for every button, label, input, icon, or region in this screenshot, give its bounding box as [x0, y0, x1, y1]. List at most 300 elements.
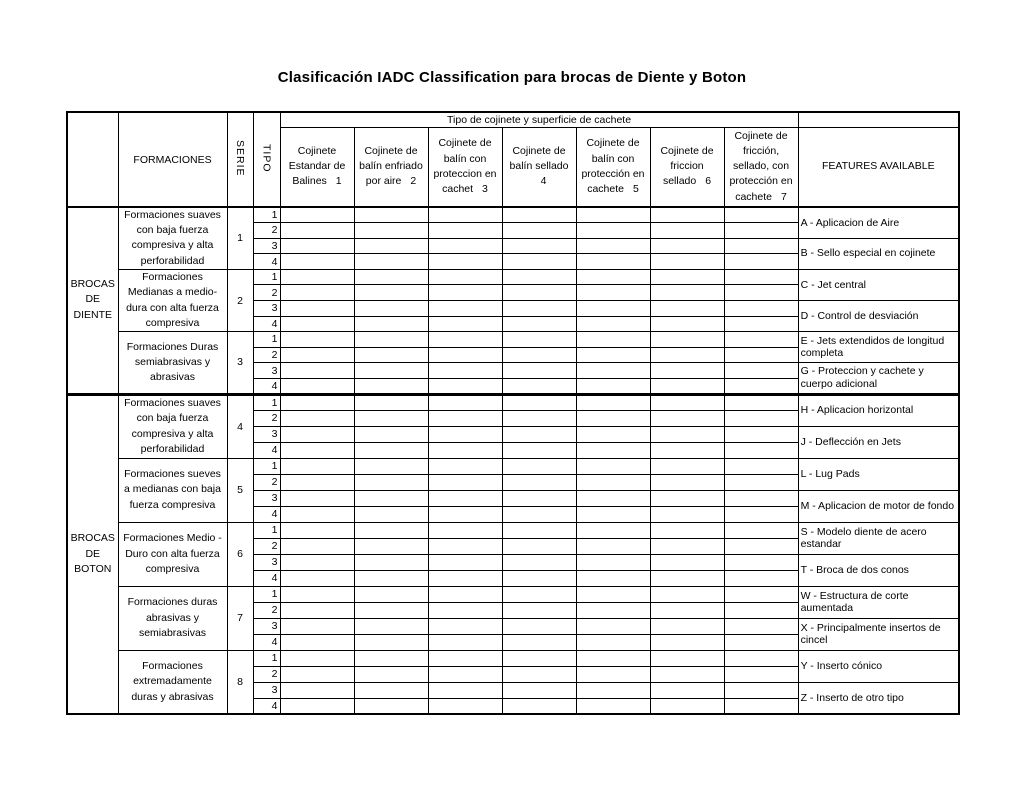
bearing-band-header: Tipo de cojinete y superficie de cachete	[280, 112, 798, 127]
grid-cell	[576, 474, 650, 490]
grid-cell	[724, 207, 798, 223]
formation-cell: Formaciones suaves con baja fuerza compresiva y alta perforabilidad	[118, 207, 227, 269]
grid-cell	[428, 458, 502, 474]
grid-cell	[502, 363, 576, 379]
grid-cell	[428, 522, 502, 538]
grid-cell	[650, 426, 724, 442]
grid-cell	[428, 301, 502, 317]
bearing-col-num-3: 3	[482, 182, 488, 195]
grid-cell	[576, 269, 650, 285]
grid-cell	[650, 442, 724, 458]
grid-cell	[502, 538, 576, 554]
grid-cell	[502, 490, 576, 506]
grid-cell	[280, 269, 354, 285]
corner-cell	[67, 112, 118, 207]
grid-cell	[502, 332, 576, 348]
bearing-col-label-5: Cojinete de balín con protección en cachete	[581, 137, 645, 195]
bearing-col-num-4: 4	[540, 175, 547, 188]
grid-cell	[502, 394, 576, 410]
serie-cell: 6	[227, 522, 253, 586]
grid-cell	[650, 363, 724, 379]
serie-column-header-label: SERIE	[234, 139, 246, 177]
feature-cell: B - Sello especial en cojinete	[798, 238, 959, 269]
tipo-cell: 3	[253, 618, 280, 634]
grid-cell	[280, 458, 354, 474]
formaciones-column-header: FORMACIONES	[118, 112, 227, 207]
grid-cell	[502, 378, 576, 394]
feature-cell: M - Aplicacion de motor de fondo	[798, 490, 959, 522]
grid-cell	[724, 666, 798, 682]
grid-cell	[280, 554, 354, 570]
grid-cell	[576, 666, 650, 682]
tipo-cell: 3	[253, 426, 280, 442]
grid-cell	[650, 602, 724, 618]
grid-cell	[280, 332, 354, 348]
grid-cell	[650, 285, 724, 301]
grid-cell	[576, 316, 650, 332]
grid-cell	[428, 410, 502, 426]
bearing-col-header-5	[576, 127, 650, 207]
grid-cell	[354, 634, 428, 650]
grid-cell	[650, 618, 724, 634]
grid-cell	[576, 618, 650, 634]
grid-cell	[354, 554, 428, 570]
feature-cell: Y - Inserto cónico	[798, 650, 959, 682]
bearing-col-header-7	[724, 127, 798, 207]
tipo-cell: 3	[253, 682, 280, 698]
grid-cell	[650, 522, 724, 538]
tipo-cell: 3	[253, 363, 280, 379]
tipo-cell: 1	[253, 394, 280, 410]
grid-cell	[502, 442, 576, 458]
grid-cell	[428, 254, 502, 270]
grid-cell	[576, 301, 650, 317]
formation-cell: Formaciones extremadamente duras y abrasivas	[118, 650, 227, 714]
bearing-col-num-7: 7	[781, 190, 787, 203]
formation-cell: Formaciones suaves con baja fuerza compresiva y alta perforabilidad	[118, 394, 227, 458]
serie-cell: 1	[227, 207, 253, 269]
grid-cell	[724, 347, 798, 363]
grid-cell	[428, 426, 502, 442]
grid-cell	[724, 554, 798, 570]
bearing-col-header-3	[428, 127, 502, 207]
bearing-col-num-5: 5	[632, 182, 639, 195]
grid-cell	[576, 442, 650, 458]
grid-cell	[724, 238, 798, 254]
grid-cell	[502, 269, 576, 285]
tipo-cell: 2	[253, 474, 280, 490]
grid-cell	[502, 316, 576, 332]
feature-cell: Z - Inserto de otro tipo	[798, 682, 959, 714]
feature-cell: W - Estructura de corte aumentada	[798, 586, 959, 618]
grid-cell	[724, 602, 798, 618]
grid-cell	[354, 254, 428, 270]
grid-cell	[280, 223, 354, 239]
grid-cell	[576, 650, 650, 666]
grid-cell	[354, 666, 428, 682]
tipo-cell: 4	[253, 506, 280, 522]
grid-cell	[576, 522, 650, 538]
tipo-cell: 1	[253, 458, 280, 474]
bearing-col-header-6	[650, 127, 724, 207]
grid-cell	[576, 347, 650, 363]
grid-cell	[502, 682, 576, 698]
grid-cell	[576, 538, 650, 554]
grid-cell	[280, 538, 354, 554]
iadc-classification-table	[66, 111, 960, 715]
grid-cell	[280, 682, 354, 698]
grid-cell	[502, 458, 576, 474]
grid-cell	[354, 269, 428, 285]
grid-cell	[428, 506, 502, 522]
formation-cell: Formaciones duras abrasivas y semiabrasivas	[118, 586, 227, 650]
grid-cell	[502, 698, 576, 714]
grid-row	[67, 207, 959, 223]
grid-cell	[280, 666, 354, 682]
grid-cell	[280, 586, 354, 602]
grid-cell	[280, 490, 354, 506]
grid-cell	[724, 570, 798, 586]
grid-cell	[650, 301, 724, 317]
tipo-cell: 2	[253, 602, 280, 618]
grid-cell	[724, 332, 798, 348]
grid-cell	[354, 458, 428, 474]
serie-cell: 5	[227, 458, 253, 522]
feature-cell: E - Jets extendidos de longitud completa	[798, 332, 959, 363]
grid-cell	[502, 426, 576, 442]
grid-cell	[354, 602, 428, 618]
feature-cell: G - Proteccion y cachete y cuerpo adicional	[798, 363, 959, 394]
grid-cell	[280, 301, 354, 317]
grid-cell	[724, 698, 798, 714]
page-title: Clasificación IADC Classification para brocas de Diente y Boton	[277, 69, 747, 86]
grid-cell	[650, 316, 724, 332]
grid-cell	[354, 618, 428, 634]
grid-row	[67, 522, 959, 538]
grid-cell	[428, 538, 502, 554]
grid-cell	[650, 238, 724, 254]
grid-cell	[650, 207, 724, 223]
grid-cell	[576, 490, 650, 506]
grid-cell	[576, 238, 650, 254]
features-column-header: FEATURES AVAILABLE	[798, 127, 959, 207]
grid-cell	[650, 506, 724, 522]
bearing-col-num-6: 6	[705, 175, 712, 188]
tipo-cell: 1	[253, 207, 280, 223]
grid-cell	[576, 332, 650, 348]
tipo-column-header-label: TIPO	[260, 143, 273, 173]
tipo-cell: 1	[253, 586, 280, 602]
grid-cell	[428, 618, 502, 634]
grid-cell	[428, 650, 502, 666]
grid-cell	[724, 378, 798, 394]
serie-cell: 7	[227, 586, 253, 650]
tipo-column-header	[253, 112, 280, 207]
tipo-cell: 4	[253, 570, 280, 586]
grid-cell	[724, 682, 798, 698]
tipo-cell: 1	[253, 522, 280, 538]
grid-cell	[724, 618, 798, 634]
grid-cell	[428, 490, 502, 506]
feature-cell: J - Deflección en Jets	[798, 426, 959, 458]
grid-cell	[428, 570, 502, 586]
grid-cell	[280, 378, 354, 394]
bearing-col-num-1: 1	[335, 175, 342, 188]
grid-cell	[650, 332, 724, 348]
grid-cell	[428, 316, 502, 332]
grid-cell	[576, 698, 650, 714]
formation-cell: Formaciones Medianas a medio-dura con alta fuerza compresiva	[118, 269, 227, 331]
grid-cell	[724, 269, 798, 285]
grid-cell	[576, 506, 650, 522]
grid-cell	[724, 223, 798, 239]
grid-cell	[502, 570, 576, 586]
grid-cell	[724, 458, 798, 474]
grid-cell	[354, 207, 428, 223]
grid-cell	[354, 410, 428, 426]
grid-cell	[502, 347, 576, 363]
bearing-col-num-2: 2	[410, 175, 417, 188]
grid-cell	[354, 682, 428, 698]
serie-cell: 8	[227, 650, 253, 714]
grid-cell	[428, 238, 502, 254]
grid-cell	[650, 634, 724, 650]
grid-cell	[428, 634, 502, 650]
grid-cell	[502, 522, 576, 538]
grid-cell	[280, 442, 354, 458]
grid-cell	[576, 254, 650, 270]
grid-cell	[354, 332, 428, 348]
tipo-cell: 4	[253, 254, 280, 270]
grid-cell	[428, 363, 502, 379]
grid-cell	[724, 394, 798, 410]
grid-cell	[502, 650, 576, 666]
grid-cell	[576, 458, 650, 474]
tipo-cell: 2	[253, 410, 280, 426]
grid-row	[67, 394, 959, 410]
grid-cell	[280, 650, 354, 666]
tipo-cell: 4	[253, 378, 280, 394]
tipo-cell: 2	[253, 666, 280, 682]
tipo-cell: 2	[253, 538, 280, 554]
grid-cell	[280, 207, 354, 223]
tipo-cell: 3	[253, 554, 280, 570]
bearing-col-label-6: Cojinete de friccion sellado	[660, 144, 714, 188]
grid-cell	[650, 378, 724, 394]
grid-cell	[650, 410, 724, 426]
grid-cell	[724, 474, 798, 490]
features-band-spacer	[798, 112, 959, 127]
grid-cell	[724, 442, 798, 458]
bearing-col-header-2	[354, 127, 428, 207]
feature-cell: T - Broca de dos conos	[798, 554, 959, 586]
grid-cell	[650, 538, 724, 554]
bearing-col-header-1	[280, 127, 354, 207]
grid-cell	[576, 554, 650, 570]
grid-cell	[724, 363, 798, 379]
tipo-cell: 3	[253, 490, 280, 506]
grid-cell	[650, 682, 724, 698]
bearing-col-label-4: Cojinete de balín sellado	[509, 144, 569, 173]
tipo-cell: 2	[253, 285, 280, 301]
serie-column-header	[227, 112, 253, 207]
grid-cell	[650, 394, 724, 410]
grid-cell	[280, 570, 354, 586]
grid-cell	[428, 474, 502, 490]
grid-cell	[354, 650, 428, 666]
grid-cell	[724, 410, 798, 426]
grid-cell	[650, 586, 724, 602]
grid-cell	[724, 285, 798, 301]
grid-cell	[502, 506, 576, 522]
grid-cell	[502, 254, 576, 270]
grid-cell	[502, 410, 576, 426]
grid-cell	[576, 602, 650, 618]
grid-cell	[428, 602, 502, 618]
grid-cell	[354, 522, 428, 538]
grid-cell	[576, 378, 650, 394]
grid-cell	[502, 223, 576, 239]
formation-cell: Formaciones Medio - Duro con alta fuerza compresiva	[118, 522, 227, 586]
grid-cell	[354, 363, 428, 379]
grid-cell	[428, 347, 502, 363]
feature-cell: C - Jet central	[798, 269, 959, 300]
grid-cell	[428, 394, 502, 410]
grid-cell	[428, 269, 502, 285]
tipo-cell: 4	[253, 698, 280, 714]
tipo-cell: 4	[253, 316, 280, 332]
grid-cell	[724, 538, 798, 554]
grid-cell	[354, 316, 428, 332]
grid-cell	[724, 650, 798, 666]
formation-cell: Formaciones sueves a medianas con baja fuerza compresiva	[118, 458, 227, 522]
grid-cell	[724, 586, 798, 602]
grid-cell	[354, 426, 428, 442]
grid-cell	[576, 426, 650, 442]
grid-cell	[650, 554, 724, 570]
grid-cell	[502, 301, 576, 317]
grid-cell	[354, 394, 428, 410]
grid-cell	[502, 634, 576, 650]
grid-cell	[280, 474, 354, 490]
grid-cell	[354, 506, 428, 522]
tipo-cell: 1	[253, 650, 280, 666]
grid-cell	[724, 426, 798, 442]
bearing-col-label-2: Cojinete de balín enfriado por aire	[359, 144, 423, 188]
grid-cell	[280, 698, 354, 714]
grid-cell	[650, 698, 724, 714]
grid-row	[67, 650, 959, 666]
grid-cell	[280, 285, 354, 301]
formation-cell: Formaciones Duras semiabrasivas y abrasivas	[118, 332, 227, 394]
grid-cell	[576, 394, 650, 410]
grid-row	[67, 586, 959, 602]
grid-cell	[280, 602, 354, 618]
grid-cell	[650, 347, 724, 363]
grid-cell	[428, 223, 502, 239]
grid-cell	[354, 474, 428, 490]
tipo-cell: 4	[253, 634, 280, 650]
grid-row	[67, 458, 959, 474]
feature-cell: A - Aplicacion de Aire	[798, 207, 959, 238]
grid-cell	[280, 426, 354, 442]
grid-cell	[428, 586, 502, 602]
grid-cell	[650, 490, 724, 506]
grid-cell	[650, 666, 724, 682]
grid-cell	[354, 238, 428, 254]
grid-cell	[280, 363, 354, 379]
grid-cell	[724, 506, 798, 522]
grid-cell	[354, 347, 428, 363]
grid-cell	[354, 490, 428, 506]
grid-cell	[354, 698, 428, 714]
grid-cell	[502, 618, 576, 634]
tipo-cell: 2	[253, 223, 280, 239]
grid-cell	[428, 332, 502, 348]
grid-cell	[280, 522, 354, 538]
grid-cell	[428, 285, 502, 301]
grid-cell	[428, 698, 502, 714]
grid-row	[67, 332, 959, 348]
grid-cell	[280, 410, 354, 426]
grid-cell	[502, 554, 576, 570]
grid-cell	[650, 474, 724, 490]
grid-cell	[354, 301, 428, 317]
grid-cell	[502, 602, 576, 618]
grid-cell	[354, 538, 428, 554]
grid-cell	[428, 378, 502, 394]
grid-cell	[280, 618, 354, 634]
grid-cell	[576, 682, 650, 698]
grid-cell	[280, 316, 354, 332]
grid-cell	[502, 238, 576, 254]
grid-cell	[724, 490, 798, 506]
grid-cell	[576, 410, 650, 426]
grid-cell	[650, 458, 724, 474]
grid-cell	[354, 442, 428, 458]
grid-cell	[724, 301, 798, 317]
grid-cell	[280, 238, 354, 254]
tipo-cell: 2	[253, 347, 280, 363]
grid-cell	[576, 285, 650, 301]
grid-cell	[576, 634, 650, 650]
grid-cell	[502, 586, 576, 602]
group-label: BROCAS DE BOTON	[67, 394, 118, 714]
grid-cell	[280, 394, 354, 410]
bearing-col-label-3: Cojinete de balín con proteccion en cachet	[433, 137, 497, 195]
serie-cell: 2	[227, 269, 253, 331]
grid-cell	[502, 285, 576, 301]
tipo-cell: 1	[253, 269, 280, 285]
grid-cell	[280, 506, 354, 522]
bearing-col-label-7: Cojinete de fricción, sellado, con protección en cachete	[729, 129, 793, 203]
grid-cell	[724, 254, 798, 270]
grid-cell	[280, 254, 354, 270]
grid-cell	[724, 634, 798, 650]
bearing-col-label-1: Cojinete Estandar de Balines	[288, 144, 346, 188]
feature-cell: D - Control de desviación	[798, 301, 959, 332]
bearing-col-header-4	[502, 127, 576, 207]
grid-cell	[650, 570, 724, 586]
group-label: BROCAS DE DIENTE	[67, 207, 118, 394]
grid-cell	[428, 207, 502, 223]
grid-cell	[354, 285, 428, 301]
grid-cell	[650, 269, 724, 285]
grid-cell	[576, 223, 650, 239]
tipo-cell: 3	[253, 238, 280, 254]
grid-cell	[650, 254, 724, 270]
grid-cell	[576, 570, 650, 586]
